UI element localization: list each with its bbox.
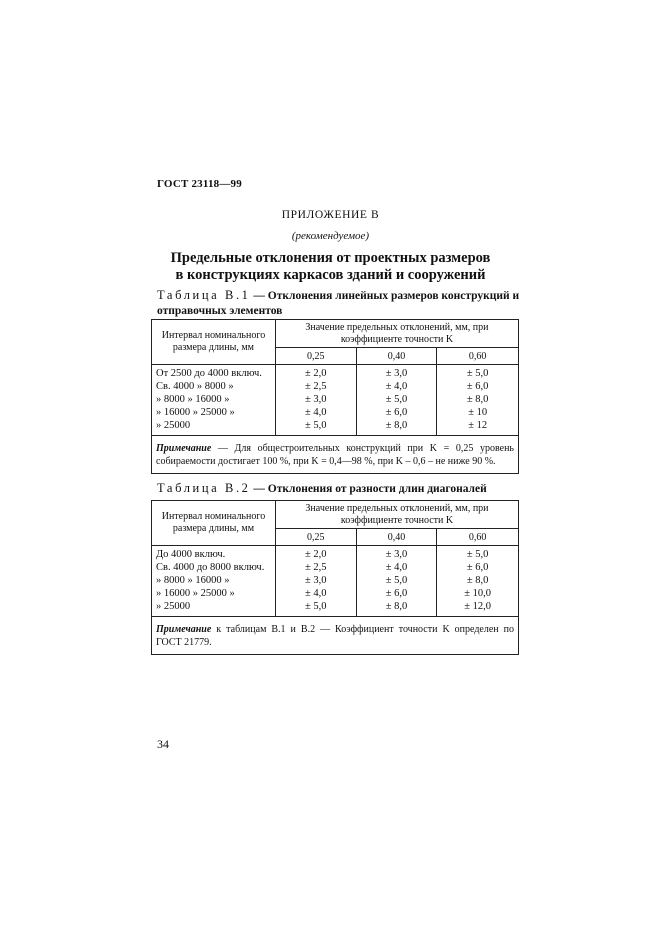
table2-k-2: 0,60 — [437, 529, 519, 546]
table2-caption — [157, 481, 529, 496]
table1-values-k025 — [275, 365, 356, 436]
table2-cell: ± 8,0 — [385, 601, 408, 612]
appendix-heading-line2: в конструкциях каркасов зданий и сооружений — [175, 267, 486, 283]
table2-header-values: Значение предельных отклонений, мм, при коэффициенте точности K — [275, 501, 518, 529]
table1-values-k040 — [356, 365, 437, 436]
table1-note — [152, 436, 519, 474]
table2-title: Отклонения от разности длин диагоналей — [267, 483, 487, 495]
table1-interval-4: » 25000 — [156, 420, 191, 431]
table1-cell: ± 5,0 — [305, 420, 327, 431]
table2-cell: ± 4,0 — [385, 562, 408, 573]
table1-cell: ± 10 — [468, 407, 488, 418]
table1-cell: ± 3,0 — [305, 394, 327, 405]
appendix-status: (рекомендуемое) — [291, 230, 370, 242]
table1-cell: ± 3,0 — [385, 368, 408, 379]
table2-values-k025 — [275, 546, 356, 617]
table2-dash: — — [250, 483, 268, 495]
table1-interval-2: » 8000 » 16000 » — [156, 394, 230, 405]
table2-interval-2: » 8000 » 16000 » — [156, 575, 230, 586]
appendix-heading — [0, 250, 661, 284]
table1-cell: ± 4,0 — [385, 381, 408, 392]
table2-cell: ± 5,0 — [466, 549, 489, 560]
table2-values-k040 — [356, 546, 437, 617]
table1-cell: ± 5,0 — [466, 368, 489, 379]
table2-header-interval: Интервал номинального размера длины, мм — [152, 501, 276, 546]
table2 — [151, 500, 519, 655]
table1-note-label: Примечание — [156, 443, 212, 454]
table2-data-block — [152, 546, 519, 617]
table2-intervals — [152, 546, 276, 617]
table1-k-0: 0,25 — [275, 348, 356, 365]
table1-note-text: — Для общестроительных конструкций при K = 0,25 уровень собираемости достигает 100 %, при K = 0,4—98 %, при K – 0,6 – не ниже 90 %. — [156, 443, 514, 467]
table2-cell: ± 2,5 — [305, 562, 327, 573]
table1-data-block — [152, 365, 519, 436]
table1-cell: ± 8,0 — [466, 394, 489, 405]
table2-cell: ± 6,0 — [466, 562, 489, 573]
table2-note — [152, 617, 519, 655]
table2-cell: ± 5,0 — [385, 575, 408, 586]
table1-intervals — [152, 365, 276, 436]
table1-interval-3: » 16000 » 25000 » — [156, 407, 235, 418]
table2-k-0: 0,25 — [275, 529, 356, 546]
table2-interval-4: » 25000 — [156, 601, 191, 612]
table1-dash: — — [250, 290, 268, 302]
table1-cell: ± 4,0 — [305, 407, 327, 418]
table2-label: Таблица В.2 — [157, 481, 251, 495]
appendix-heading-line1: Предельные отклонения от проектных размеров — [170, 250, 491, 266]
page-number: 34 — [157, 737, 169, 751]
table2-interval-3: » 16000 » 25000 » — [156, 588, 235, 599]
table2-cell: ± 12,0 — [464, 601, 492, 612]
table1-interval-0: От 2500 до 4000 включ. — [156, 368, 262, 379]
table2-interval-0: До 4000 включ. — [156, 549, 226, 560]
table2-note-label: Примечание — [156, 624, 212, 635]
table1-k-1: 0,40 — [356, 348, 437, 365]
table2-cell: ± 8,0 — [466, 575, 489, 586]
table1-cell: ± 6,0 — [385, 407, 408, 418]
table2-cell: ± 6,0 — [385, 588, 408, 599]
table2-cell: ± 5,0 — [305, 601, 327, 612]
table1-header-interval: Интервал номинального размера длины, мм — [152, 320, 276, 365]
table2-cell: ± 10,0 — [464, 588, 492, 599]
table2-k-1: 0,40 — [356, 529, 437, 546]
table1-cell: ± 5,0 — [385, 394, 408, 405]
table2-note-text: к таблицам В.1 и В.2 — Коэффициент точности K определен по ГОСТ 21779. — [156, 624, 514, 648]
table1-cell: ± 2,5 — [305, 381, 327, 392]
table1-interval-1: Св. 4000 » 8000 » — [156, 381, 234, 392]
table1-cell: ± 12 — [468, 420, 488, 431]
table2-cell: ± 3,0 — [305, 575, 327, 586]
table2-interval-1: Св. 4000 до 8000 включ. — [156, 562, 265, 573]
table1-header-values: Значение предельных отклонений, мм, при коэффициенте точности K — [275, 320, 518, 348]
table1-k-2: 0,60 — [437, 348, 519, 365]
table1-cell: ± 2,0 — [305, 368, 327, 379]
table1 — [151, 319, 519, 474]
table2-values-k060 — [437, 546, 519, 617]
appendix-title: ПРИЛОЖЕНИЕ В — [281, 209, 380, 221]
table1-title: Отклонения линейных размеров конструкций и отправочных элементов — [157, 290, 520, 317]
table1-label: Таблица В.1 — [157, 288, 251, 302]
document-header: ГОСТ 23118—99 — [157, 178, 242, 190]
table1-values-k060 — [437, 365, 519, 436]
table1-caption — [157, 288, 529, 318]
table2-cell: ± 3,0 — [385, 549, 408, 560]
table1-cell: ± 6,0 — [466, 381, 489, 392]
table2-cell: ± 4,0 — [305, 588, 327, 599]
table1-cell: ± 8,0 — [385, 420, 408, 431]
table2-cell: ± 2,0 — [305, 549, 327, 560]
